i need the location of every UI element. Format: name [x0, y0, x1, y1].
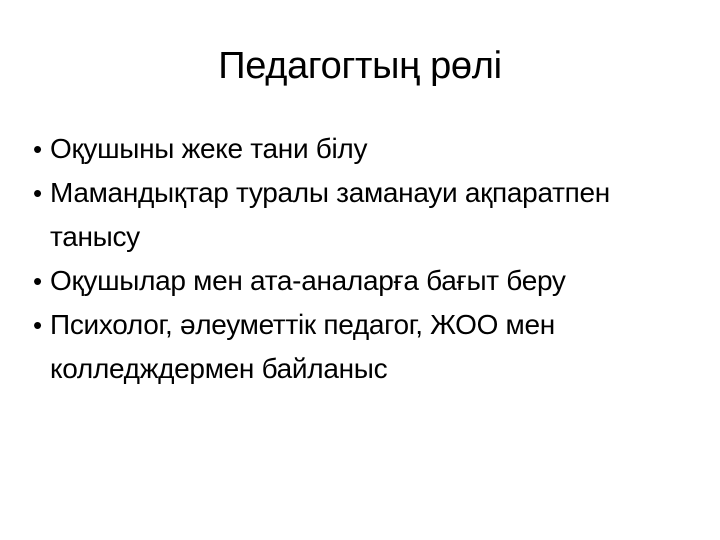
list-item: • Психолог, әлеуметтік педагог, ЖОО мен колледждермен байланыс: [50, 303, 650, 391]
slide-title: Педагогтың рөлі: [218, 45, 502, 87]
list-item: • Оқушыны жеке тани білу: [50, 127, 650, 171]
list-item: • Оқушылар мен ата-аналарға бағыт беру: [50, 259, 650, 303]
bullet-list: [50, 127, 650, 391]
list-item: • Мамандықтар туралы заманауи ақпаратпен танысу: [50, 171, 650, 259]
